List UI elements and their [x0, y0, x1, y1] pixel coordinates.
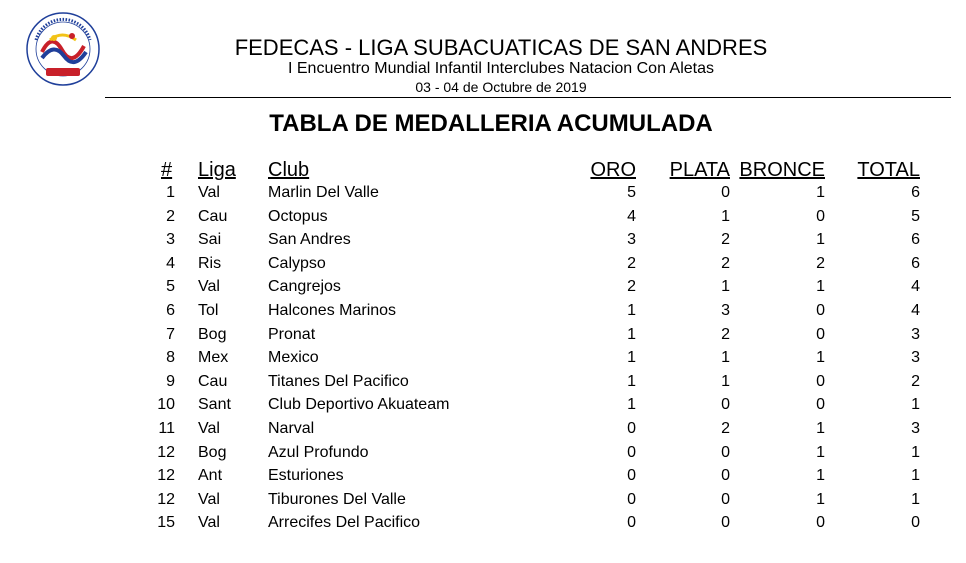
cell-club: Cangrejos: [268, 278, 341, 296]
cell-plata: 1: [721, 372, 730, 390]
cell-liga: Val: [198, 184, 220, 201]
cell-club: Marlin Del Valle: [268, 184, 379, 201]
cell-liga: Sant: [198, 396, 231, 414]
cell-club: Club Deportivo Akuateam: [268, 396, 450, 414]
cell-liga: Val: [198, 278, 220, 296]
cell-bronce: 1: [816, 184, 825, 201]
cell-rank: 9: [166, 372, 175, 390]
cell-plata: 2: [721, 231, 730, 249]
cell-bronce: 1: [816, 420, 825, 437]
cell-rank: 15: [157, 514, 175, 532]
table-row: [0, 420, 966, 444]
cell-oro: 0: [627, 514, 636, 532]
table-row: [0, 373, 966, 397]
cell-club: Titanes Del Pacifico: [268, 372, 409, 390]
table-row: [0, 326, 966, 350]
cell-club: Azul Profundo: [268, 443, 369, 461]
cell-rank: 6: [166, 302, 175, 319]
cell-plata: 0: [721, 514, 730, 532]
header-plata: PLATA: [669, 159, 730, 181]
cell-rank: 12: [157, 467, 175, 485]
page-title: TABLA DE MEDALLERIA ACUMULADA: [269, 110, 713, 137]
header-date: 03 - 04 de Octubre de 2019: [415, 79, 587, 95]
cell-oro: 3: [627, 231, 636, 249]
cell-plata: 1: [721, 207, 730, 225]
cell-club: Narval: [268, 420, 315, 437]
cell-liga: Bog: [198, 325, 227, 343]
table-row: [0, 231, 966, 255]
table-row: [0, 444, 966, 468]
cell-bronce: 1: [816, 467, 825, 485]
cell-club: Octopus: [268, 207, 328, 225]
cell-bronce: 1: [816, 278, 825, 296]
table-row: [0, 278, 966, 302]
cell-rank: 8: [166, 349, 175, 367]
header-oro: ORO: [590, 159, 636, 181]
cell-oro: 1: [627, 396, 636, 414]
cell-total: 6: [911, 184, 920, 201]
cell-plata: 0: [721, 396, 730, 414]
cell-bronce: 0: [816, 372, 825, 390]
cell-oro: 0: [627, 443, 636, 461]
cell-oro: 1: [627, 349, 636, 367]
cell-total: 1: [911, 396, 920, 414]
cell-rank: 12: [157, 490, 175, 508]
cell-total: 6: [911, 254, 920, 272]
cell-club: Pronat: [268, 325, 316, 343]
cell-bronce: 0: [816, 302, 825, 319]
cell-plata: 0: [721, 184, 730, 201]
cell-liga: Sai: [198, 231, 222, 249]
cell-oro: 1: [627, 372, 636, 390]
cell-plata: 0: [721, 443, 730, 461]
cell-total: 2: [911, 372, 920, 390]
cell-liga: Cau: [198, 372, 228, 390]
cell-oro: 0: [627, 490, 636, 508]
cell-club: Arrecifes Del Pacifico: [268, 514, 421, 532]
cell-liga: Bog: [198, 443, 227, 461]
header-liga: Liga: [198, 159, 236, 181]
cell-total: 1: [911, 443, 920, 461]
cell-liga: Val: [198, 514, 220, 532]
cell-rank: 11: [158, 420, 175, 437]
cell-liga: Val: [198, 490, 220, 508]
cell-total: 3: [911, 325, 920, 343]
cell-bronce: 1: [816, 490, 825, 508]
table-row: [0, 208, 966, 232]
cell-club: Calypso: [268, 254, 326, 272]
table-row: [0, 302, 966, 326]
cell-club: Mexico: [268, 349, 319, 367]
cell-plata: 2: [721, 254, 730, 272]
cell-plata: 0: [721, 467, 730, 485]
cell-club: San Andres: [268, 231, 351, 249]
header-rank: #: [161, 159, 173, 181]
cell-oro: 1: [627, 302, 636, 319]
cell-rank: 3: [166, 231, 175, 249]
cell-bronce: 0: [816, 325, 825, 343]
cell-bronce: 1: [816, 231, 825, 249]
cell-oro: 4: [627, 207, 636, 225]
cell-bronce: 0: [816, 396, 825, 414]
cell-rank: 5: [166, 278, 175, 296]
header-total: TOTAL: [857, 159, 920, 181]
table-row: [0, 349, 966, 373]
cell-bronce: 2: [816, 254, 825, 272]
header-bronce: BRONCE: [739, 159, 825, 181]
cell-plata: 1: [721, 349, 730, 367]
cell-liga: Tol: [198, 302, 219, 319]
cell-total: 6: [911, 231, 920, 249]
table-row: [0, 396, 966, 420]
cell-oro: 2: [627, 278, 636, 296]
cell-bronce: 0: [816, 207, 825, 225]
cell-plata: 2: [721, 325, 730, 343]
table-row: [0, 491, 966, 515]
table-row: [0, 184, 966, 208]
header-club: Club: [268, 159, 310, 181]
cell-total: 3: [911, 349, 920, 367]
cell-total: 4: [911, 278, 920, 296]
cell-oro: 2: [627, 254, 636, 272]
cell-plata: 2: [721, 420, 730, 437]
header-subtitle: I Encuentro Mundial Infantil Interclubes Natacion Con Aletas: [287, 60, 715, 77]
cell-liga: Cau: [198, 207, 228, 225]
cell-total: 1: [911, 467, 920, 485]
cell-rank: 12: [157, 443, 175, 461]
table-row: [0, 255, 966, 279]
cell-liga: Ant: [198, 467, 223, 485]
cell-plata: 3: [721, 302, 730, 319]
cell-rank: 2: [166, 207, 175, 225]
cell-bronce: 1: [816, 443, 825, 461]
table-row: [0, 514, 966, 538]
cell-club: Halcones Marinos: [268, 302, 397, 319]
cell-total: 5: [911, 207, 920, 225]
cell-bronce: 1: [816, 349, 825, 367]
cell-rank: 4: [166, 254, 175, 272]
cell-club: Tiburones Del Valle: [268, 490, 406, 508]
cell-oro: 0: [627, 420, 636, 437]
table-row: [0, 467, 966, 491]
cell-liga: Val: [198, 420, 220, 437]
header-title: FEDECAS - LIGA SUBACUATICAS DE SAN ANDRES: [234, 35, 768, 60]
cell-rank: 1: [166, 184, 175, 201]
header-divider: [105, 97, 951, 98]
cell-rank: 7: [166, 325, 175, 343]
cell-oro: 5: [627, 184, 636, 201]
cell-bronce: 0: [816, 514, 825, 532]
cell-total: 3: [911, 420, 920, 437]
cell-plata: 1: [721, 278, 730, 296]
cell-liga: Mex: [198, 349, 229, 367]
cell-total: 4: [911, 302, 920, 319]
cell-oro: 1: [627, 325, 636, 343]
cell-total: 1: [911, 490, 920, 508]
cell-liga: Ris: [198, 254, 222, 272]
cell-rank: 10: [157, 396, 175, 414]
cell-total: 0: [911, 514, 920, 532]
cell-club: Esturiones: [268, 467, 344, 485]
cell-oro: 0: [627, 467, 636, 485]
cell-plata: 0: [721, 490, 730, 508]
